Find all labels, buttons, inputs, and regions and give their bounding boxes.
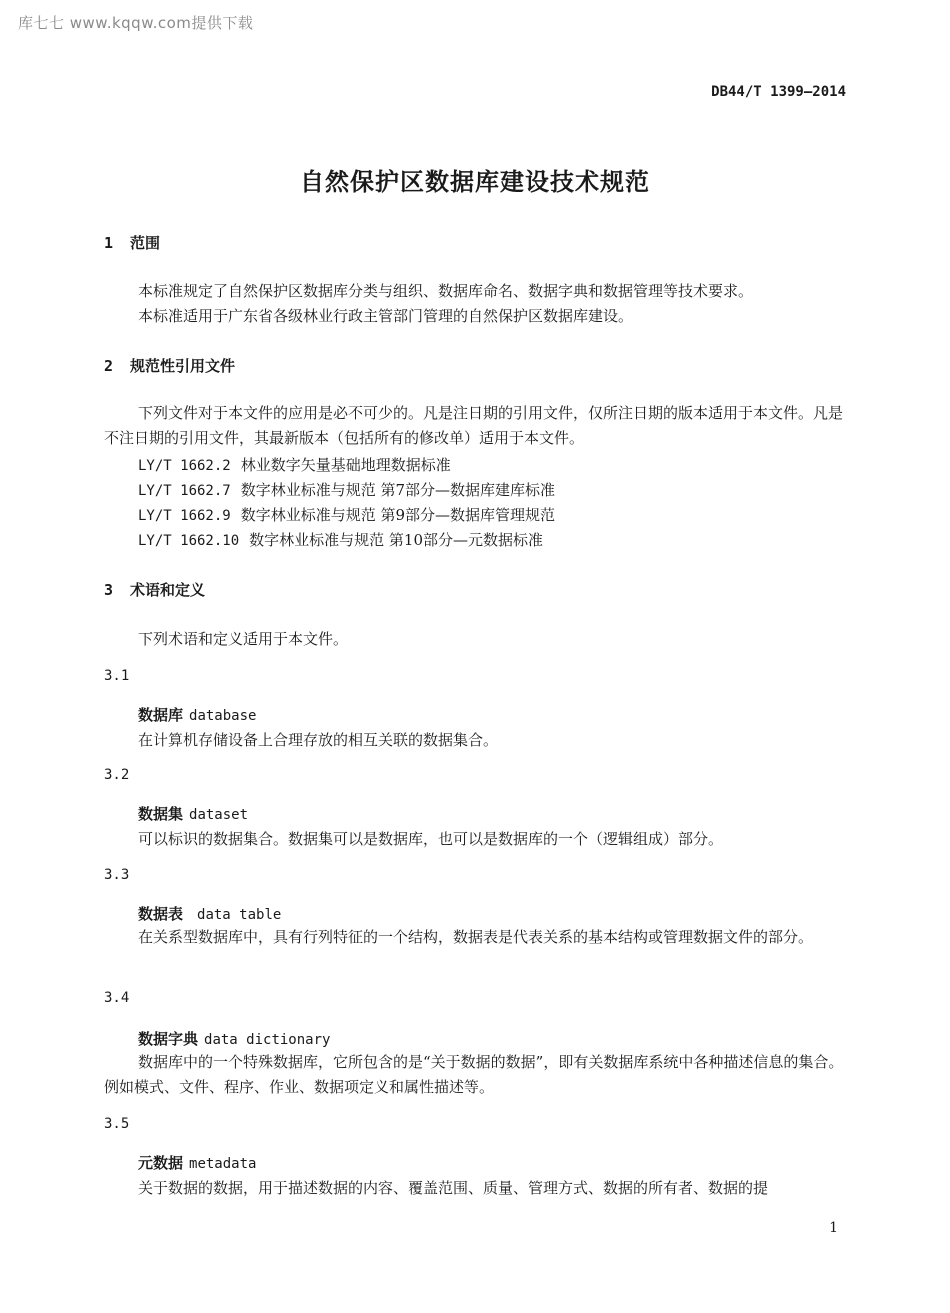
term-number: 3.4 xyxy=(104,990,130,1006)
term-en: data table xyxy=(197,907,282,923)
term-name xyxy=(138,803,248,824)
term-number: 3.5 xyxy=(104,1116,130,1132)
term-number: 3.3 xyxy=(104,867,130,883)
scope-paragraph-1: 本标准规定了自然保护区数据库分类与组织、数据库命名、数据字典和数据管理等技术要求。 xyxy=(138,282,754,300)
term-definition: 关于数据的数据，用于描述数据的内容、覆盖范围、质量、管理方式、数据的所有者、数据的提 xyxy=(138,1179,769,1197)
reference-item xyxy=(138,529,543,550)
reference-item xyxy=(138,454,451,475)
section-title: 规范性引用文件 xyxy=(130,357,236,375)
watermark: 库七七 www.kqqw.com提供下载 xyxy=(18,14,254,32)
section-number: 2 xyxy=(104,357,114,375)
reference-name: 数字林业标准与规范 第10部分—元数据标准 xyxy=(249,531,544,549)
term-name xyxy=(138,1028,330,1049)
normative-references-intro: 下列文件对于本文件的应用是必不可少的。凡是注日期的引用文件，仅所注日期的版本适用于本文件。凡是不注日期的引用文件，其最新版本（包括所有的修改单）适用于本文件。 xyxy=(104,404,844,447)
term-zh: 数据集 xyxy=(138,805,184,823)
term-name xyxy=(138,903,281,924)
term-en: metadata xyxy=(189,1156,257,1172)
reference-name: 林业数字矢量基础地理数据标准 xyxy=(240,456,451,474)
term-en: database xyxy=(189,708,257,724)
section-title: 范围 xyxy=(130,234,161,252)
reference-code: LY/T 1662.9 xyxy=(138,508,231,524)
term-zh: 数据表 xyxy=(138,905,184,923)
reference-name: 数字林业标准与规范 第9部分—数据库管理规范 xyxy=(240,506,556,524)
reference-item xyxy=(138,479,555,500)
term-en: dataset xyxy=(189,807,249,823)
term-zh: 数据字典 xyxy=(138,1030,199,1048)
terms-intro: 下列术语和定义适用于本文件。 xyxy=(138,630,349,648)
reference-code: LY/T 1662.2 xyxy=(138,458,231,474)
term-name xyxy=(138,1152,256,1173)
section-number: 1 xyxy=(104,234,114,252)
scope-paragraph-2: 本标准适用于广东省各级林业行政主管部门管理的自然保护区数据库建设。 xyxy=(138,307,634,325)
term-definition: 数据库中的一个特殊数据库，它所包含的是“关于数据的数据”，即有关数据库系统中各种描述信息的集合。例如模式、文件、程序、作业、数据项定义和属性描述等。 xyxy=(104,1053,844,1096)
section-3-heading xyxy=(104,579,205,600)
term-zh: 数据库 xyxy=(138,706,184,724)
term-definition: 在计算机存储设备上合理存放的相互关联的数据集合。 xyxy=(138,731,499,749)
term-number: 3.2 xyxy=(104,767,130,783)
term-definition: 在关系型数据库中，具有行列特征的一个结构，数据表是代表关系的基本结构或管理数据文件的部分。 xyxy=(138,928,814,946)
section-number: 3 xyxy=(104,581,114,599)
reference-code: LY/T 1662.10 xyxy=(138,533,240,549)
section-2-heading xyxy=(104,355,235,376)
term-name xyxy=(138,704,256,725)
term-definition: 可以标识的数据集合。数据集可以是数据库，也可以是数据库的一个（逻辑组成）部分。 xyxy=(138,830,724,848)
section-title: 术语和定义 xyxy=(130,581,206,599)
reference-item xyxy=(138,504,555,525)
term-zh: 元数据 xyxy=(138,1154,184,1172)
reference-name: 数字林业标准与规范 第7部分—数据库建库标准 xyxy=(240,481,556,499)
reference-code: LY/T 1662.7 xyxy=(138,483,231,499)
document-number: DB44/T 1399—2014 xyxy=(711,84,846,100)
section-1-heading xyxy=(104,232,160,253)
document-title: 自然保护区数据库建设技术规范 xyxy=(300,168,650,196)
term-en: data dictionary xyxy=(204,1032,331,1048)
term-number: 3.1 xyxy=(104,668,130,684)
page-number: 1 xyxy=(829,1220,838,1236)
